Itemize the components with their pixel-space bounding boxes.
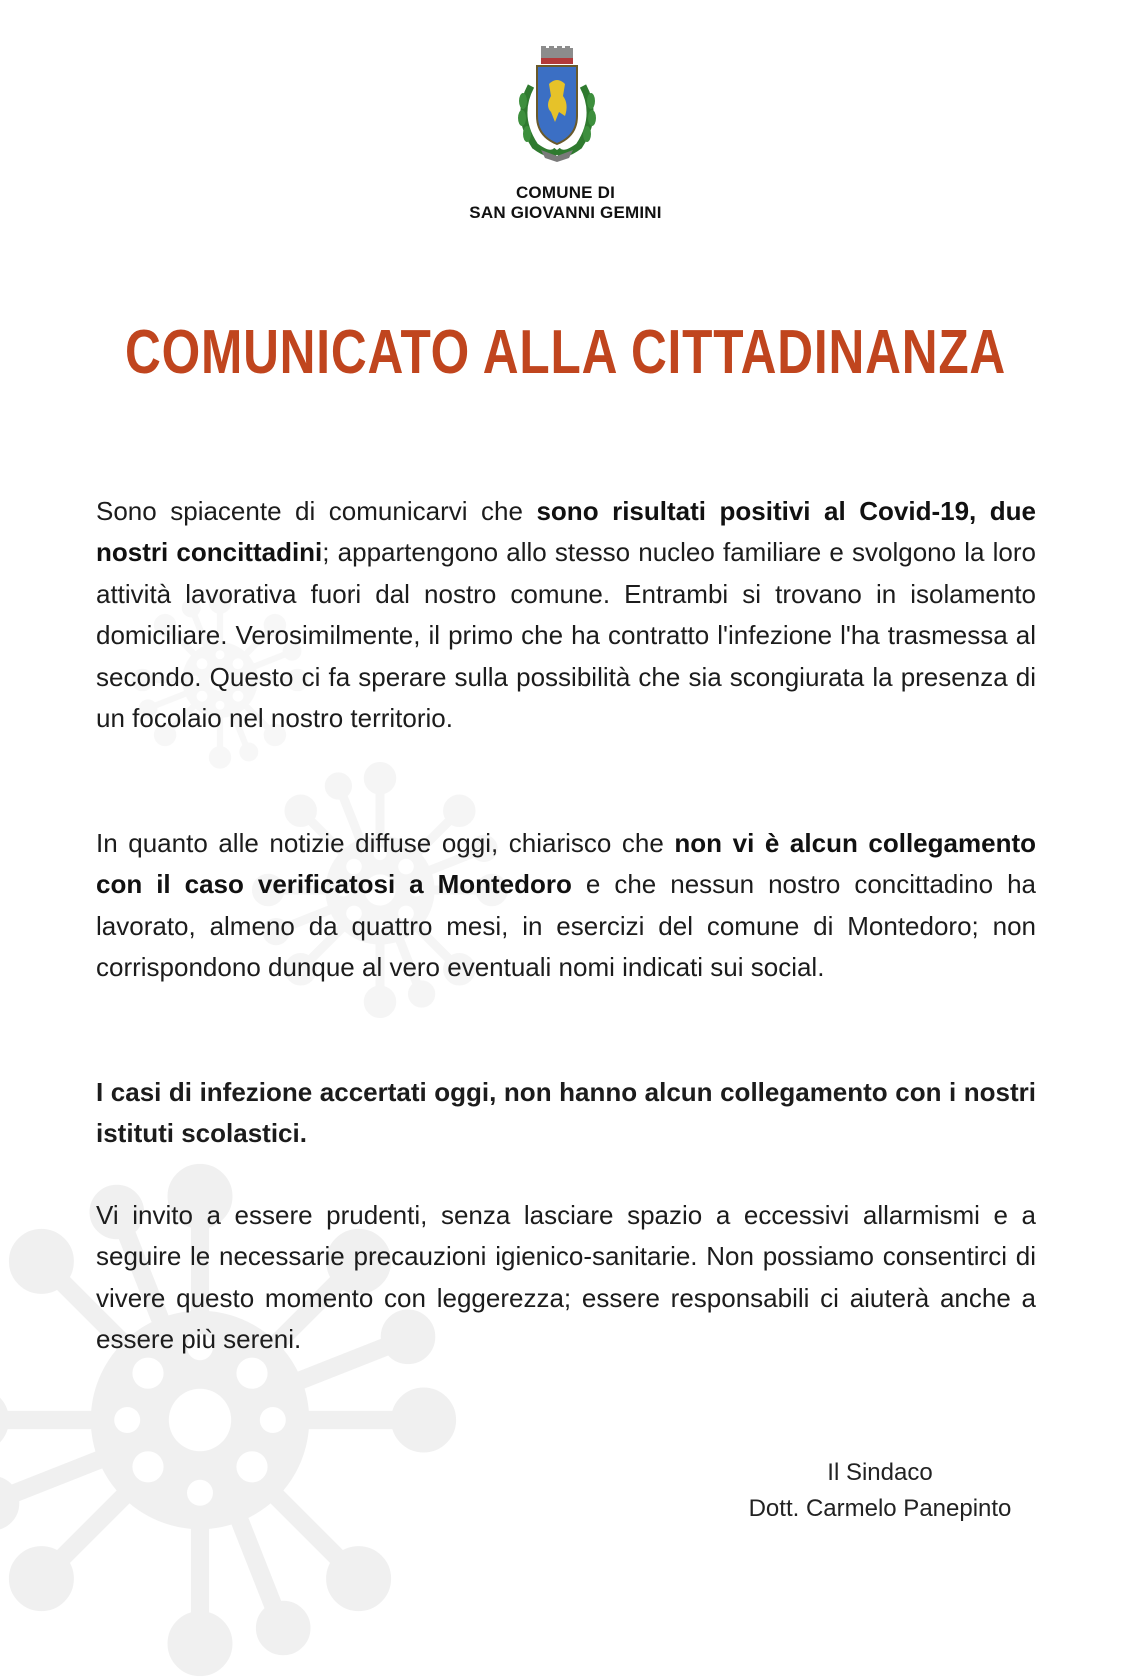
municipality-name-line1: COMUNE DI <box>515 183 616 202</box>
page-title: COMUNICATO ALLA CITTADINANZA <box>124 318 1007 387</box>
paragraph-montedoro-clarification: In quanto alle notizie diffuse oggi, chiarisco che non vi è alcun collegamento con il caso verificatosi a Montedoro e che nessun nostro concittadino ha lavorato, almeno da quattro mesi, in esercizi del comune di Montedoro; non corrispondono dunque al vero eventuali nomi indicati sui social. <box>96 828 1036 983</box>
municipal-coat-of-arms-icon <box>511 46 603 162</box>
signature-name: Dott. Carmelo Panepinto <box>748 1495 1012 1522</box>
paragraph-schools-notice: I casi di infezione accertati oggi, non hanno alcun collegamento con i nostri istituti scolastici. <box>96 1077 1036 1149</box>
paragraph-precautions-appeal: Vi invito a essere prudenti, senza lasciare spazio a eccessivi allarmismi e a seguire le necessarie precauzioni igienico-sanitarie. Non possiamo consentirci di vivere questo momento con leggerezza; essere responsabili ci aiuterà anche a essere più sereni. <box>96 1200 1036 1355</box>
paragraph-positive-cases: Sono spiacente di comunicarvi che sono risultati positivi al Covid-19, due nostri concittadini; appartengono allo stesso nucleo familiare e svolgono la loro attività lavorativa fuori dal nostro comune. Entrambi si trovano in isolamento domiciliare. Verosimilmente, il primo che ha contratto l'infezione l'ha trasmessa al secondo. Questo ci fa sperare sulla possibilità che sia scongiurata la presenza di un focolaio nel nostro territorio. <box>96 496 1037 734</box>
signature-role: Il Sindaco <box>827 1459 933 1486</box>
municipality-name-line2: SAN GIOVANNI GEMINI <box>469 203 662 222</box>
